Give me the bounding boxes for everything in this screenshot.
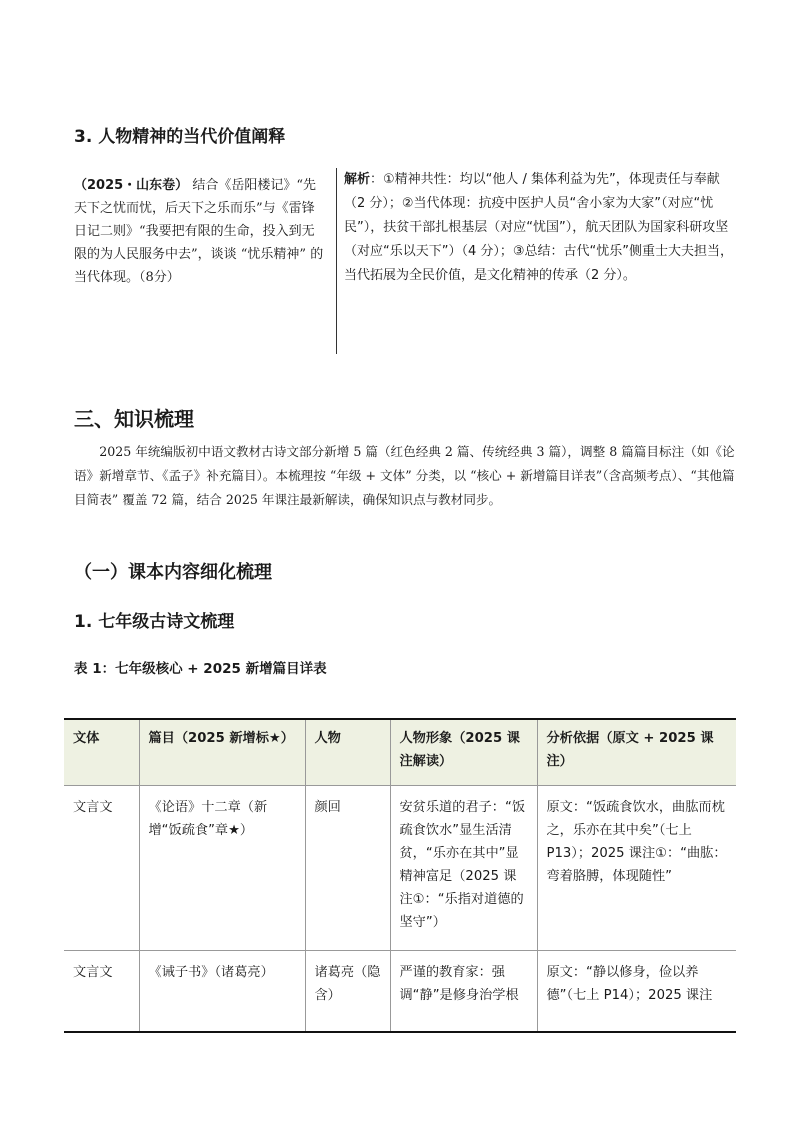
question-text — [74, 174, 326, 289]
table-header-row — [64, 720, 736, 785]
table-caption: 表 1：七年级核心 + 2025 新增篇目详表 — [74, 661, 327, 677]
question-source-tag: （2025・山东卷） — [74, 178, 189, 193]
analysis-label: 解析 — [344, 172, 371, 187]
header-image: 人物形象（2025 课注解读） — [390, 720, 537, 785]
header-basis: 分析依据（原文 + 2025 课注） — [537, 720, 736, 785]
main-heading: 三、知识梳理 — [74, 407, 194, 431]
analysis-text — [344, 168, 736, 288]
cell-character: 诸葛亮（隐含） — [305, 950, 390, 1033]
header-character: 人物 — [305, 720, 390, 785]
header-genre: 文体 — [64, 720, 139, 785]
table-row — [64, 950, 736, 1033]
cell-image: 安贫乐道的君子：“饭疏食饮水”显生活清贫，“乐亦在其中”显精神富足（2025 课注①：“乐指对道德的坚守”） — [390, 785, 537, 950]
question-block — [74, 168, 736, 354]
column-divider — [336, 168, 337, 354]
cell-genre: 文言文 — [64, 950, 139, 1033]
analysis-body: ：①精神共性：均以“他人 / 集体利益为先”，体现责任与奉献（2 分）；②当代体现：抗疫中医护人员“舍小家为大家”（对应“忧民”），扶贫干部扎根基层（对应“忧国”），航天团队为国家科研攻坚（对应“乐以天下”）（4 分）；③总结：古代“忧乐”侧重士大夫担当，当代拓展为全民价值，是文化精神的传承（2 分）。 — [344, 172, 733, 283]
question-body: 结合《岳阳楼记》“先天下之忧而忧，后天下之乐而乐”与《雷锋日记二则》“我要把有限的生命，投入到无限的为人民服务中去”，谈谈 “忧乐精神” 的当代体现。（8分） — [74, 178, 324, 285]
cell-character: 颜回 — [305, 785, 390, 950]
section-heading: 3. 人物精神的当代价值阐释 — [74, 127, 286, 147]
cell-title: 《论语》十二章（新增“饭疏食”章★） — [139, 785, 305, 950]
sub-heading: （一）课本内容细化梳理 — [74, 562, 272, 583]
header-title: 篇目（2025 新增标★） — [139, 720, 305, 785]
cell-image: 严谨的教育家：强调“静”是修身治学根 — [390, 950, 537, 1033]
cell-title: 《诫子书》（诸葛亮） — [139, 950, 305, 1033]
cell-genre: 文言文 — [64, 785, 139, 950]
table-row — [64, 785, 736, 950]
content-table — [64, 718, 736, 1033]
grade-heading: 1. 七年级古诗文梳理 — [74, 612, 235, 632]
cell-basis: 原文：“静以修身，俭以养德”（七上 P14）；2025 课注 — [537, 950, 736, 1033]
intro-paragraph: 2025 年统编版初中语文教材古诗文部分新增 5 篇（红色经典 2 篇、传统经典 3 篇），调整 8 篇篇目标注（如《论语》新增章节、《孟子》补充篇目）。本梳理按 “年级 + 文体” 分类，以 “核心 + 新增篇目详表”（含高频考点）、“其他篇目简表” 覆盖 72 篇，结合 2025 年课注最新解读，确保知识点与教材同步。 — [74, 444, 735, 507]
cell-basis: 原文：“饭疏食饮水，曲肱而枕之，乐亦在其中矣”（七上 P13）；2025 课注①：“曲肱：弯着胳膊，体现随性” — [537, 785, 736, 950]
